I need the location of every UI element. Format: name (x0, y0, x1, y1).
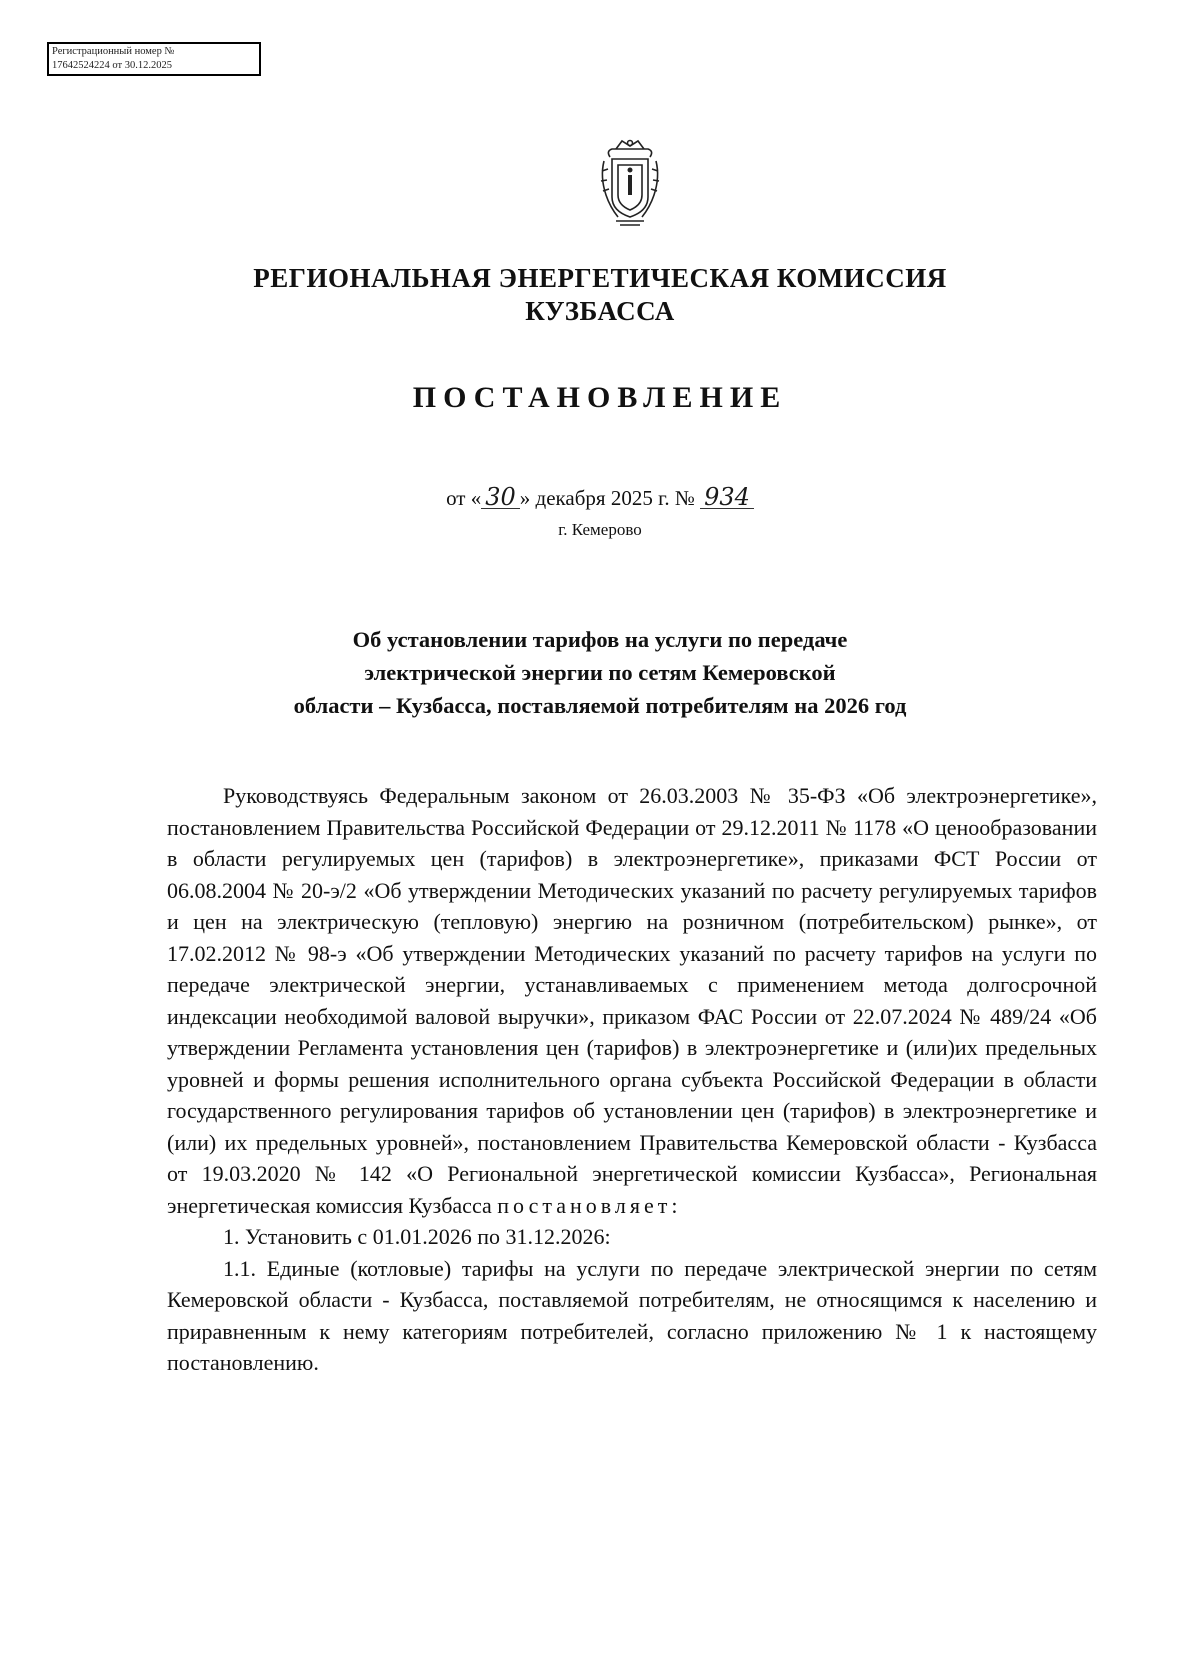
organization-line-1: РЕГИОНАЛЬНАЯ ЭНЕРГЕТИЧЕСКАЯ КОМИССИЯ (253, 263, 947, 293)
registration-line-1: Регистрационный номер № (52, 46, 175, 57)
preamble-paragraph (167, 780, 1097, 1221)
item-1: 1. Установить с 01.01.2026 по 31.12.2026: (223, 1224, 611, 1249)
document-type: ПОСТАНОВЛЕНИЕ (412, 381, 788, 414)
coat-of-arms-icon (596, 137, 664, 229)
decree-word: постановляет: (497, 1192, 682, 1218)
date-line (0, 483, 1200, 511)
date-middle: » декабря 2025 г. № (519, 486, 695, 510)
document-subject (0, 623, 1200, 722)
organization-name (0, 262, 1200, 328)
organization-line-2: КУЗБАССА (525, 296, 675, 326)
preamble-text: Руководствуясь Федеральным законом от 26.03.2003 № 35-ФЗ «Об электроэнергетике», постановлением Правительства Российской Федерации от 29.12.2011 № 1178 «О ценообразовании в области регулируемых цен (тарифов) в электроэнергетике», приказами ФСТ России от 06.08.2004 № 20-э/2 «Об утверждении Методических указаний по расчету регулируемых тарифов и цен на электрическую (тепловую) энергию на розничном (потребительском) рынке», от 17.02.2012 № 98-э «Об утверждении Методических указаний по расчету тарифов на услуги по передаче электрической энергии, устанавливаемых с применением метода долгосрочной индексации необходимой валовой выручки», приказом ФАС России от 22.07.2024 № 489/24 «Об утверждении Регламента установления цен (тарифов) в электроэнергетике и (или)их предельных уровней и формы решения исполнительного органа субъекта Российской Федерации в области государственного регулирования тарифов об установлении цен (тарифов) в электроэнергетике и (или) их предельных уровней», постановлением Правительства Кемеровской области - Кузбасса от 19.03.2020 № 142 «О Региональной энергетической комиссии Кузбасса», Региональная энергетическая комиссия Кузбасса (167, 783, 1097, 1218)
date-prefix: от « (446, 486, 482, 510)
document-body (167, 780, 1097, 1379)
item-1-1: 1.1. Единые (котловые) тарифы на услуги по передаче электрической энергии по сетям Кемеровской области - Кузбасса, поставляемой потребителям, не относящимся к населению и приравненным к нему категориям потребителей, согласно приложению № 1 к настоящему постановлению. (167, 1255, 1097, 1375)
subject-line-3: области – Кузбасса, поставляемой потребителям на 2026 год (293, 693, 907, 718)
date-day-handwritten: 30 (481, 486, 520, 509)
city: г. Кемерово (558, 520, 642, 539)
document-number-handwritten: 934 (700, 486, 754, 509)
subject-line-1: Об установлении тарифов на услуги по передаче (352, 627, 848, 652)
subject-line-2: электрической энергии по сетям Кемеровской (364, 660, 836, 685)
registration-stamp (47, 42, 261, 76)
registration-line-2: 17642524224 от 30.12.2025 (52, 60, 172, 71)
